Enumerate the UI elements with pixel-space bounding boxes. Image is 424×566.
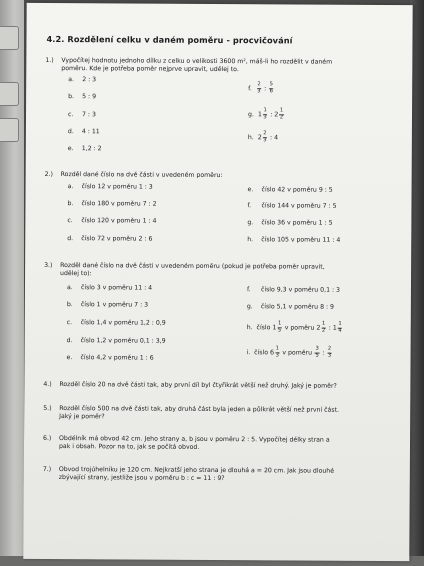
q5-number: 5.)	[43, 404, 52, 412]
fraction	[279, 108, 283, 120]
denominator: 3	[257, 87, 261, 94]
ratio-separator: :	[270, 111, 273, 119]
numerator: 1	[277, 320, 282, 327]
q1-g-ratio	[248, 107, 285, 122]
q2-number: 2.)	[44, 170, 54, 178]
q7-text-line2: zbývající strany, jestliže jsou v poměru b : c = 11 : 9?	[58, 474, 225, 483]
q1-b-value: 5 : 9	[82, 93, 97, 101]
numerator: 3	[315, 345, 319, 352]
q1-d-value: 4 : 11	[81, 128, 100, 136]
q3-h-mid: v poměru	[284, 324, 315, 332]
fraction	[277, 321, 281, 333]
q1-a-label: a.	[68, 76, 75, 84]
q3-number: 3.)	[44, 261, 53, 269]
binder-tab	[0, 82, 19, 106]
denominator: 2	[321, 327, 326, 334]
q5-text-line1: Rozděl číslo 500 na dvě části tak, aby druhá část byla jeden a půlkrát větší než první část.	[59, 405, 340, 414]
q1-f-label: f.	[248, 85, 252, 93]
q3-h-label: h.	[246, 324, 253, 332]
q1-d-label: d.	[67, 128, 74, 136]
q2-b-value: číslo 180 v poměru 7 : 2	[81, 200, 157, 208]
ratio-separator: :	[328, 324, 331, 332]
mixed-number	[258, 107, 268, 121]
q1-g-label: g.	[248, 111, 254, 119]
q1-f-ratio	[248, 82, 274, 96]
q3-c-value: číslo 1,4 v poměru 1,2 : 0,9	[80, 319, 166, 327]
q1-text-line1: Vypočítej hodnotu jednoho dílku z celku o velikosti 3600 m², máš-li ho rozdělit v daném	[61, 57, 333, 66]
q6-text-line2: pak i obsah. Pozor na to, jak se počítá obvod.	[58, 443, 200, 451]
q3-f-value: číslo 9,3 v poměru 0,1 : 3	[260, 286, 341, 294]
mixed-number	[270, 345, 280, 359]
q2-g-label: g.	[247, 219, 254, 227]
denominator: 3	[327, 352, 332, 359]
fraction	[257, 82, 261, 94]
q2-g-value: číslo 36 v poměru 1 : 5	[261, 219, 333, 227]
q2-d-value: číslo 72 v poměru 2 : 6	[81, 235, 153, 243]
whole-part: 2	[257, 133, 262, 142]
q1-h-label: h.	[247, 134, 254, 142]
q1-number: 1.)	[45, 56, 54, 64]
q2-h-value: číslo 105 v poměru 11 : 4	[261, 236, 341, 244]
q3-g-label: g.	[246, 303, 253, 311]
ratio-separator: :	[270, 134, 273, 142]
q1-h-ratio	[248, 130, 278, 145]
q1-text-line2: poměru. Kde je potřeba poměr nejprve upravit, udělej to.	[61, 65, 239, 74]
q2-d-label: d.	[67, 235, 74, 243]
q3-d-label: d.	[66, 337, 73, 345]
q2-a-label: a.	[67, 183, 74, 191]
mixed-number	[258, 130, 268, 144]
q3-text-line1: Rozděl dané číslo na dvě části v uvedeném poměru (pokud je potřeba poměr upravit,	[60, 262, 325, 271]
whole-part: 1	[332, 323, 337, 332]
q1-e-label: e.	[67, 145, 74, 153]
denominator: 6	[269, 87, 273, 94]
q1-e-value: 1,2 : 2	[81, 145, 102, 153]
q3-e-label: e.	[66, 354, 73, 362]
numerator: 2	[263, 130, 267, 137]
q1-c-value: 7 : 3	[81, 111, 96, 119]
q2-c-value: číslo 120 v poměru 1 : 4	[81, 217, 157, 225]
ratio-separator: :	[322, 349, 325, 357]
q3-i-label: i.	[246, 349, 251, 357]
q2-h-label: h.	[247, 236, 254, 244]
q3-a-value: číslo 3 v poměru 11 : 4	[80, 284, 153, 292]
q3-i-prefix: číslo	[254, 349, 269, 357]
fraction	[275, 346, 279, 358]
fraction	[338, 322, 342, 334]
denominator: 3	[275, 351, 279, 358]
mixed-number	[333, 321, 343, 335]
ratio-separator: :	[264, 85, 267, 93]
q3-h-prefix: číslo	[256, 324, 271, 332]
fraction	[263, 108, 267, 120]
whole-part: 2	[274, 110, 279, 119]
q4-number: 4.)	[43, 380, 52, 388]
q2-text: Rozděl dané číslo na dvě části v uvedeném poměru:	[60, 171, 223, 180]
denominator: 5	[315, 352, 319, 359]
whole-part: 1	[257, 110, 262, 119]
q2-f-label: f.	[247, 202, 252, 210]
q5-text-line2: Jaký je poměr?	[59, 413, 105, 421]
fraction	[263, 131, 267, 143]
numerator: 1	[263, 107, 267, 114]
ratio-value: 4	[274, 134, 279, 142]
q3-c-label: c.	[66, 319, 73, 327]
fraction	[269, 82, 273, 94]
q2-f-value: číslo 144 v poměru 7 : 5	[261, 202, 337, 210]
binder-tab	[0, 118, 19, 142]
q6-text-line1: Obdélník má obvod 42 cm. Jeho strany a, b jsou v poměru 2 : 5. Vypočítej délky stran a	[59, 435, 330, 444]
numerator: 1	[275, 345, 279, 352]
q2-a-value: číslo 12 v poměru 1 : 3	[81, 183, 153, 191]
numerator: 2	[257, 81, 261, 88]
q2-b-label: b.	[67, 200, 74, 208]
q1-a-value: 2 : 3	[82, 76, 97, 84]
denominator: 3	[263, 113, 267, 120]
q3-e-value: číslo 4,2 v poměru 1 : 6	[80, 354, 154, 362]
q2-c-label: c.	[67, 217, 73, 225]
mixed-number	[274, 107, 284, 121]
mixed-number	[316, 321, 326, 335]
numerator: 1	[279, 107, 284, 114]
q7-text-line1: Obvod trojúhelníku je 120 cm. Nejkratší jeho strana je dlouhá a = 20 cm. Jak jsou dlouhé	[58, 466, 335, 475]
q2-e-label: e.	[247, 186, 254, 194]
q3-text-line2: udělej to):	[60, 270, 92, 278]
q1-c-label: c.	[67, 111, 74, 119]
q3-i-item	[247, 345, 333, 361]
q3-f-label: f.	[246, 286, 251, 294]
q1-b-label: b.	[68, 93, 75, 101]
q2-e-value: číslo 42 v poměru 9 : 5	[261, 186, 333, 194]
mixed-number	[272, 320, 282, 334]
denominator: 2	[279, 113, 284, 120]
denominator: 5	[277, 326, 282, 333]
q4-text: Rozděl číslo 20 na dvě části tak, aby první díl byl čtyřikrát větší než druhý. Jaký je poměr?	[59, 381, 337, 390]
q3-d-value: číslo 1,2 v poměru 0,1 : 3,9	[80, 337, 166, 345]
q3-b-value: číslo 1 v poměru 7 : 3	[80, 301, 149, 309]
q3-b-label: b.	[66, 301, 73, 309]
denominator: 4	[338, 327, 342, 334]
whole-part: 2	[316, 323, 321, 332]
q3-a-label: a.	[66, 284, 73, 292]
numerator: 1	[321, 320, 326, 327]
fraction	[321, 322, 325, 334]
q3-g-value: číslo 5,1 v poměru 8 : 9	[260, 303, 334, 311]
q3-i-mid: v poměru	[282, 349, 313, 357]
fraction	[327, 347, 331, 359]
q7-number: 7.)	[42, 465, 52, 473]
q6-number: 6.)	[43, 434, 52, 442]
q3-h-item	[247, 320, 344, 336]
whole-part: 6	[270, 348, 275, 357]
worksheet-title: 4.2. Rozdělení celku v daném poměru - procvičování	[46, 33, 293, 46]
numerator: 1	[338, 320, 342, 327]
fraction	[315, 347, 319, 359]
numerator: 2	[327, 345, 332, 352]
worksheet-paper	[23, 3, 412, 561]
numerator: 5	[269, 81, 274, 88]
binder-tab	[0, 26, 19, 50]
denominator: 3	[263, 136, 267, 143]
whole-part: 1	[272, 323, 277, 332]
